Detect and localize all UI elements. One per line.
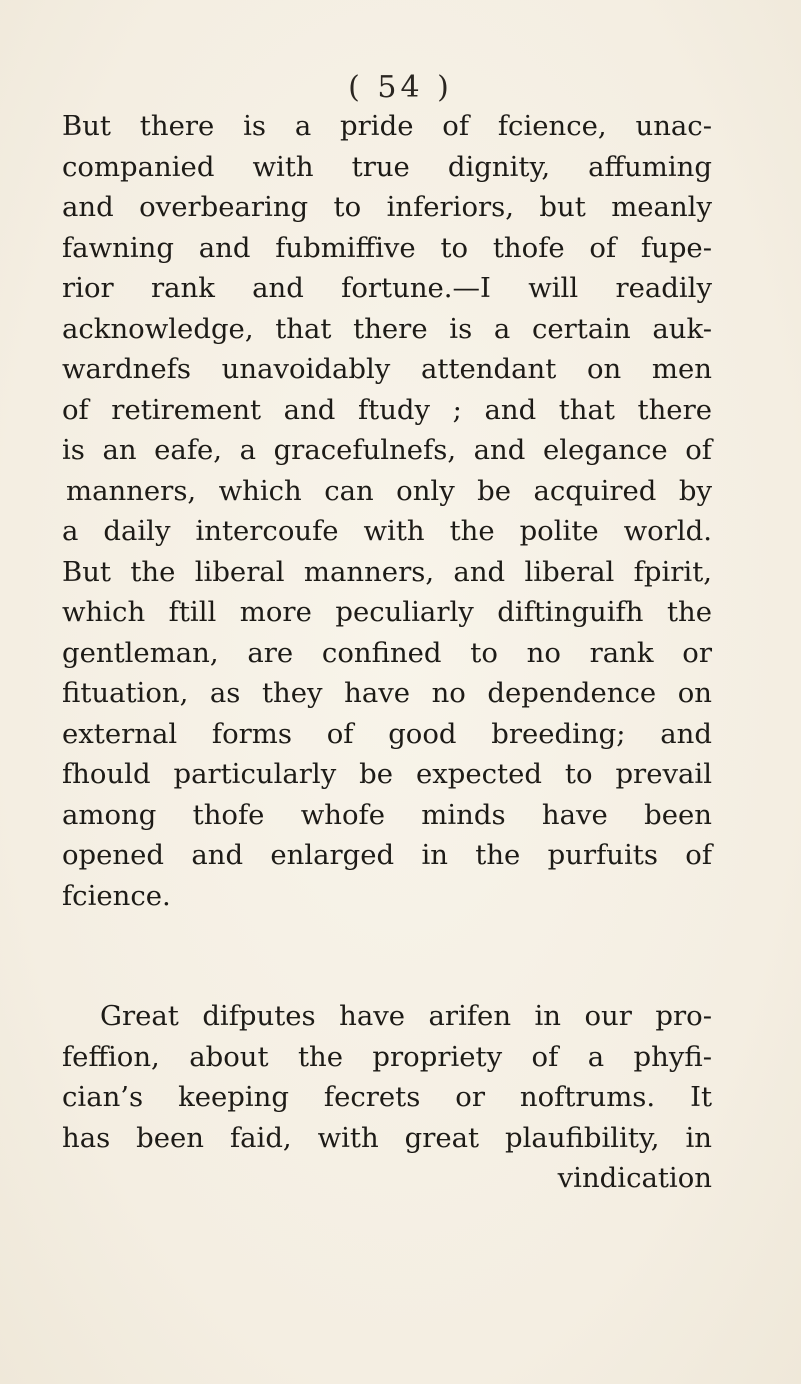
- text-line: fawning and fubmiffive to thofe of fupe-: [62, 231, 712, 264]
- text-line: manners, which can only be acquired by: [66, 474, 712, 507]
- paragraph-1: [62, 106, 712, 916]
- text-line: acknowledge, that there is a certain auk-: [62, 312, 712, 345]
- text-line: fhould particularly be expected to prevail: [62, 758, 712, 790]
- text-line: opened and enlarged in the purfuits of: [62, 839, 712, 871]
- paragraph-2: [62, 996, 712, 1199]
- body-text: [62, 106, 712, 1199]
- text-line: and overbearing to inferiors, but meanly: [62, 191, 712, 223]
- paragraph-gap: [62, 916, 712, 996]
- text-line: rior rank and fortune.—I will readily: [62, 272, 712, 304]
- text-line: cian’s keeping fecrets or noftrums. It: [62, 1081, 712, 1113]
- catchword: vindication: [557, 1162, 712, 1194]
- text-line: which ftill more peculiarly diftinguifh the: [62, 596, 712, 628]
- text-line: But there is a pride of fcience, unac-: [62, 110, 712, 142]
- text-line: has been faid, with great plaufibility, in: [62, 1121, 712, 1154]
- text-line: of retirement and ftudy ; and that there: [62, 393, 712, 426]
- text-line: a daily intercoufe with the polite world.: [62, 515, 712, 547]
- page-number: ( 54 ): [348, 70, 453, 105]
- text-line: companied with true dignity, affuming: [62, 150, 712, 183]
- text-line: Great difputes have arifen in our pro-: [100, 1000, 712, 1032]
- text-line: feffion, about the propriety of a phyfi-: [62, 1040, 712, 1073]
- text-line: fcience.: [62, 879, 171, 912]
- text-line: But the liberal manners, and liberal fpirit,: [62, 555, 712, 588]
- text-line: wardnefs unavoidably attendant on men: [62, 353, 712, 385]
- text-line: external forms of good breeding; and: [62, 717, 712, 750]
- text-line: among thofe whofe minds have been: [62, 798, 712, 831]
- text-line: gentleman, are confined to no rank or: [62, 636, 712, 669]
- text-line: fituation, as they have no dependence on: [62, 677, 712, 709]
- text-line: is an eafe, a gracefulnefs, and elegance of: [62, 434, 712, 466]
